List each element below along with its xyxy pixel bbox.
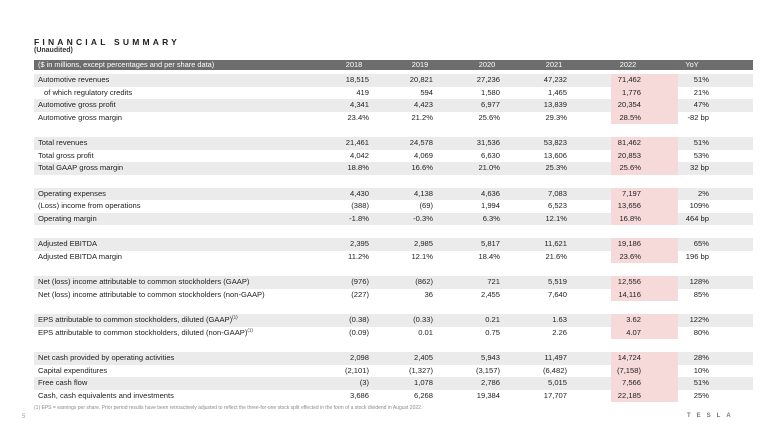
tesla-logo: TESLA xyxy=(687,413,737,419)
row-label-text: Automotive gross margin xyxy=(38,112,122,122)
cell-yoy: 53% xyxy=(693,150,709,160)
row-label-text: Operating expenses xyxy=(38,188,106,198)
cell-2018: 4,341 xyxy=(349,100,369,109)
cell-2022: 3.62 xyxy=(626,315,641,324)
cell-2022: 28.5% xyxy=(619,112,641,122)
cell-2022: 23.6% xyxy=(619,251,641,261)
table-row xyxy=(34,327,753,340)
cell-2018: 2,098 xyxy=(349,353,369,362)
row-label xyxy=(38,213,97,226)
row-label xyxy=(44,87,132,100)
cell-2021: 1,465 xyxy=(547,87,567,97)
row-label-text: of which regulatory credits xyxy=(44,87,133,97)
group-spacer xyxy=(34,263,753,276)
cell-2020: 25.6% xyxy=(478,112,500,122)
row-label xyxy=(38,188,106,201)
row-label-text: Net (loss) income attributable to common stockholders (GAAP) xyxy=(38,277,250,286)
group-spacer xyxy=(34,175,753,188)
cell-2019: (862) xyxy=(415,277,433,286)
cell-2022: 14,116 xyxy=(618,289,641,299)
row-label xyxy=(38,365,107,378)
page-title: FINANCIAL SUMMARY xyxy=(34,37,181,47)
group-spacer xyxy=(34,301,753,314)
cell-2018: (0.09) xyxy=(349,327,369,337)
cell-2020: (3,157) xyxy=(475,365,500,375)
table-row xyxy=(34,365,753,378)
cell-2022: 20,853 xyxy=(617,150,641,160)
cell-yoy: 21% xyxy=(693,87,709,97)
cell-yoy: 25% xyxy=(693,390,709,400)
cell-2021: 7,083 xyxy=(547,188,567,198)
cell-2019: 4,069 xyxy=(413,150,433,160)
row-label-text: Net cash provided by operating activities xyxy=(38,353,175,362)
cell-2020: 4,636 xyxy=(480,188,500,198)
header-label: ($ in millions, except percentages and per share data) xyxy=(38,60,215,69)
row-label-text: Adjusted EBITDA xyxy=(38,239,98,248)
row-label xyxy=(38,137,87,150)
cell-2019: 2,405 xyxy=(413,353,433,362)
cell-2018: -1.8% xyxy=(349,213,369,223)
table-row xyxy=(34,87,753,100)
cell-yoy: 51% xyxy=(693,138,709,147)
cell-2022: 4.07 xyxy=(626,327,641,337)
table-row xyxy=(34,200,753,213)
cell-2022: 22,185 xyxy=(617,390,641,400)
cell-yoy: 28% xyxy=(693,353,709,362)
cell-2020: 27,236 xyxy=(476,75,500,84)
cell-yoy: 109% xyxy=(689,201,709,210)
table-row xyxy=(34,137,753,150)
row-label xyxy=(38,74,109,87)
row-label-text: Cash, cash equivalents and investments xyxy=(38,390,174,400)
cell-2019: 36 xyxy=(424,289,433,299)
cell-yoy: 80% xyxy=(693,327,709,337)
header-col-2022: 2022 xyxy=(619,60,637,69)
cell-2019: (1,327) xyxy=(408,365,433,375)
cell-2019: 6,268 xyxy=(413,390,433,400)
row-label-text: Automotive gross profit xyxy=(38,100,116,109)
row-label-text: Total revenues xyxy=(38,138,88,147)
cell-yoy: 122% xyxy=(689,315,709,324)
cell-2022: 7,197 xyxy=(621,188,641,198)
cell-2021: 12.1% xyxy=(545,213,567,223)
header-col-yoy: YoY xyxy=(685,60,699,69)
cell-2022: 25.6% xyxy=(619,163,641,172)
cell-yoy: 51% xyxy=(693,378,709,387)
financial-summary-table xyxy=(34,60,753,402)
table-row xyxy=(34,352,753,365)
row-label xyxy=(38,99,116,112)
cell-2022: 19,186 xyxy=(617,239,641,248)
row-label-text: Adjusted EBITDA margin xyxy=(38,251,122,261)
cell-2021: 1.63 xyxy=(552,315,567,324)
table-row xyxy=(34,112,753,125)
cell-2022: 12,556 xyxy=(617,277,641,286)
cell-2019: 20,821 xyxy=(409,75,433,84)
row-label-text: EPS attributable to common stockholders, diluted (GAAP) xyxy=(38,315,233,324)
cell-2020: 6,977 xyxy=(480,100,500,109)
cell-yoy: 196 bp xyxy=(685,251,709,261)
table-row xyxy=(34,377,753,390)
cell-2020: 18.4% xyxy=(478,251,500,261)
row-label xyxy=(38,200,141,213)
group-spacer xyxy=(34,225,753,238)
cell-2018: 23.4% xyxy=(347,112,369,122)
row-label-text: Free cash flow xyxy=(38,378,88,387)
cell-2018: 18.8% xyxy=(347,163,369,172)
cell-2019: -0.3% xyxy=(413,213,433,223)
cell-2021: 29.3% xyxy=(545,112,567,122)
cell-2020: 0.75 xyxy=(485,327,500,337)
table-row xyxy=(34,276,753,289)
cell-2022: 20,354 xyxy=(617,100,641,109)
cell-2019: 24,578 xyxy=(409,138,433,147)
table-row xyxy=(34,213,753,226)
row-label-text: Total gross profit xyxy=(38,150,94,160)
cell-yoy: 65% xyxy=(693,239,709,248)
cell-2019: 1,078 xyxy=(413,378,433,387)
cell-2021: 5,015 xyxy=(547,378,567,387)
row-label xyxy=(38,112,122,125)
cell-yoy: 85% xyxy=(693,289,709,299)
table-row xyxy=(34,390,753,403)
cell-yoy: 32 bp xyxy=(689,163,709,172)
cell-2019: 12.1% xyxy=(411,251,433,261)
cell-2022: 71,462 xyxy=(617,75,641,84)
cell-2018: 11.2% xyxy=(348,251,369,261)
cell-yoy: 51% xyxy=(693,75,709,84)
header-col-2019: 2019 xyxy=(411,60,429,69)
cell-2021: 13,606 xyxy=(543,150,567,160)
cell-2018: (3) xyxy=(359,378,369,387)
cell-2022: 81,462 xyxy=(617,138,641,147)
cell-yoy: 47% xyxy=(693,100,709,109)
cell-2020: 19,384 xyxy=(476,390,500,400)
cell-2018: 18,515 xyxy=(345,75,369,84)
cell-2020: 0.21 xyxy=(485,315,500,324)
cell-2019: (0.33) xyxy=(413,315,433,324)
cell-2018: 4,430 xyxy=(349,188,369,198)
cell-2018: (227) xyxy=(351,289,369,299)
table-row xyxy=(34,162,753,175)
row-label xyxy=(38,251,122,264)
cell-2021: 47,232 xyxy=(543,75,567,84)
cell-2018: 2,395 xyxy=(349,239,369,248)
row-label xyxy=(38,238,97,251)
group-spacer xyxy=(34,339,753,352)
cell-2022: (7,158) xyxy=(616,365,641,375)
cell-2020: 2,786 xyxy=(480,378,500,387)
row-label xyxy=(38,390,174,403)
row-label-text: Operating margin xyxy=(38,213,97,223)
cell-yoy: 2% xyxy=(698,188,709,198)
row-label xyxy=(38,276,249,289)
cell-2020: 21.0% xyxy=(478,163,500,172)
cell-yoy: -82 bp xyxy=(687,112,709,122)
table-row xyxy=(34,251,753,264)
cell-2022: 7,566 xyxy=(621,378,641,387)
cell-2020: 1,994 xyxy=(480,201,500,210)
cell-2018: 4,042 xyxy=(349,150,369,160)
cell-2021: 6,523 xyxy=(547,201,567,210)
cell-2019: 4,138 xyxy=(413,188,433,198)
cell-yoy: 10% xyxy=(693,365,709,375)
cell-2021: 25.3% xyxy=(545,163,567,172)
cell-yoy: 128% xyxy=(689,277,709,286)
table-row xyxy=(34,74,753,87)
cell-yoy: 464 bp xyxy=(685,213,709,223)
cell-2019: 2,985 xyxy=(413,239,433,248)
table-header-row xyxy=(34,60,753,70)
row-label xyxy=(38,289,265,302)
row-label xyxy=(38,162,123,175)
cell-2022: 13,656 xyxy=(617,201,641,210)
cell-2021: 5,519 xyxy=(547,277,567,286)
table-row xyxy=(34,289,753,302)
cell-2021: 11,621 xyxy=(544,239,567,248)
cell-2020: 31,536 xyxy=(476,138,500,147)
cell-2018: (2,101) xyxy=(344,365,369,375)
cell-2019: 16.6% xyxy=(411,163,433,172)
table-row xyxy=(34,99,753,112)
row-label xyxy=(38,377,87,390)
row-label-text: EPS attributable to common stockholders, diluted (non-GAAP) xyxy=(38,327,248,337)
table-row xyxy=(34,238,753,251)
cell-2018: 419 xyxy=(356,87,369,97)
row-label xyxy=(38,352,174,365)
header-col-2020: 2020 xyxy=(478,60,496,69)
cell-2020: 5,817 xyxy=(480,239,500,248)
footnote-marker: (1) xyxy=(232,314,238,320)
row-label xyxy=(38,150,94,163)
table-row xyxy=(34,150,753,163)
cell-2021: 17,707 xyxy=(543,390,567,400)
cell-2022: 1,776 xyxy=(621,87,641,97)
footnote: (1) EPS = earnings per share. Prior period results have been retroactively adjusted to reflect the three-for-one stock split effected in the form of a stock dividend in August 2022. xyxy=(34,405,423,411)
cell-2020: 1,580 xyxy=(480,87,500,97)
cell-2018: 21,461 xyxy=(345,138,369,147)
cell-2018: (976) xyxy=(351,277,369,286)
cell-2020: 6.3% xyxy=(482,213,500,223)
cell-2020: 721 xyxy=(487,277,500,286)
cell-2019: 4,423 xyxy=(413,100,433,109)
cell-2021: 2.26 xyxy=(552,327,567,337)
page-number: 5 xyxy=(22,414,26,420)
row-label-text: Total GAAP gross margin xyxy=(38,163,124,172)
cell-2021: 21.6% xyxy=(545,251,567,261)
row-label xyxy=(38,327,253,340)
table-row xyxy=(34,188,753,201)
row-label-text: Automotive revenues xyxy=(38,75,110,84)
cell-2018: (388) xyxy=(351,201,369,210)
group-spacer xyxy=(34,124,753,137)
cell-2022: 16.8% xyxy=(619,213,641,223)
header-col-2021: 2021 xyxy=(545,60,563,69)
row-label-text: Capital expenditures xyxy=(38,365,108,375)
cell-2020: 2,455 xyxy=(480,289,500,299)
footnote-marker: (1) xyxy=(247,326,253,332)
cell-2018: (0.38) xyxy=(349,315,369,324)
cell-2021: 11,497 xyxy=(544,353,567,362)
cell-2021: 53,823 xyxy=(543,138,567,147)
cell-2021: (6,482) xyxy=(542,365,567,375)
cell-2019: (69) xyxy=(419,201,433,210)
cell-2019: 594 xyxy=(420,87,433,97)
cell-2021: 13,839 xyxy=(543,100,567,109)
header-col-2018: 2018 xyxy=(345,60,363,69)
cell-2020: 6,630 xyxy=(480,150,500,160)
cell-2019: 0.01 xyxy=(418,327,433,337)
cell-2020: 5,943 xyxy=(480,353,500,362)
page-subtitle: (Unaudited) xyxy=(34,47,73,54)
row-label-text: Net (loss) income attributable to common stockholders (non-GAAP) xyxy=(38,289,265,299)
cell-2018: 3,686 xyxy=(349,390,369,400)
cell-2019: 21.2% xyxy=(411,112,433,122)
cell-2021: 7,640 xyxy=(547,289,567,299)
row-label xyxy=(38,314,238,327)
cell-2022: 14,724 xyxy=(617,353,641,362)
table-row xyxy=(34,314,753,327)
row-label-text: (Loss) income from operations xyxy=(38,201,141,210)
